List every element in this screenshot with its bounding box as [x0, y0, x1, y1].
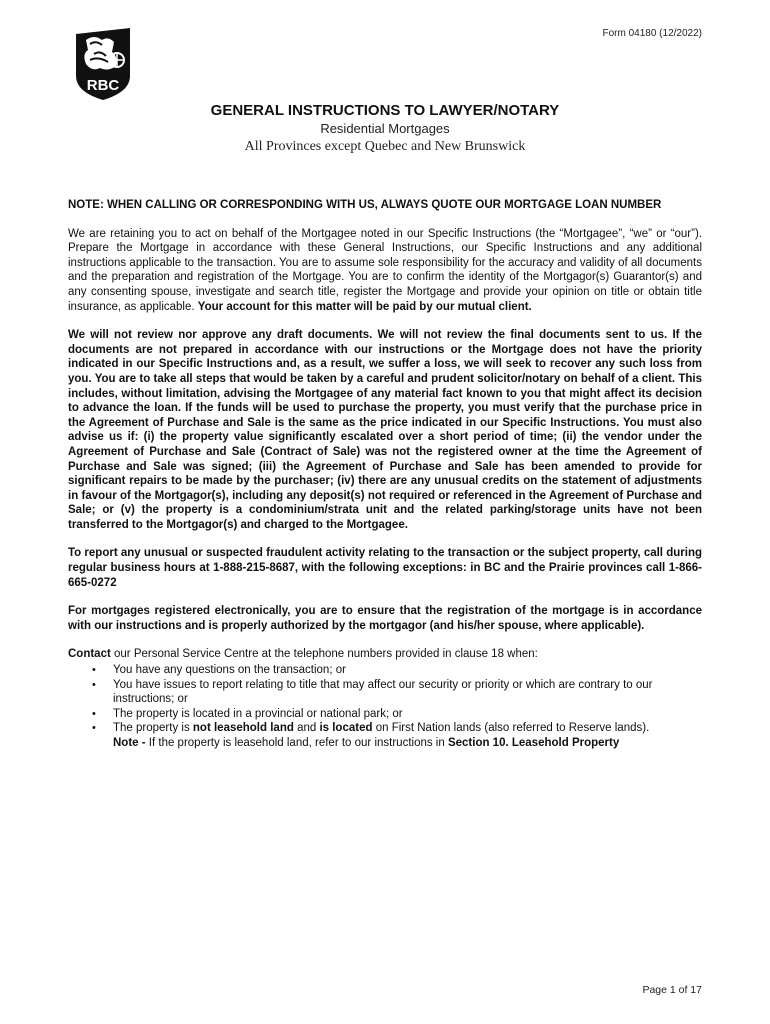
note-paragraph: NOTE: WHEN CALLING OR CORRESPONDING WITH US, ALWAYS QUOTE OUR MORTGAGE LOAN NUMBER — [68, 199, 662, 211]
leasehold-section-reference: Section 10. Leasehold Property — [447, 737, 620, 749]
retainer-text: We are retaining you to act on behalf of the Mortgagee noted in our Specific Instructions (the “Mortgagee”, “we” or “our”). Prepare the Mortgage in accordance with these General Instructions, our Specific Instructions and any additional instructions applicable to the transaction. You are to assume sole responsibility for the accuracy and validity of all documents and the preparation and registration of the Mortgage. You are to confirm the identity of the Mortgagor(s) Guarantor(s) and any consenting spouse, investigate and search title, register the Mortgage and provide your opinion on title or obtain title insurance, as applicable. — [68, 227, 702, 313]
list-item: • You have issues to report relating to title that may affect our security or priority or which are contrary to our instructions; or — [113, 678, 702, 707]
contact-bullet-list — [68, 663, 702, 751]
form-number: Form 04180 (12/2022) — [602, 28, 702, 39]
bullet4-text-b: not leasehold land — [192, 722, 294, 735]
bullet4-text-d: is located — [319, 722, 373, 735]
account-text: Your account for this matter will be paid by our mutual client. — [197, 300, 532, 313]
page-number: Page 1 of 17 — [642, 984, 702, 996]
contact-paragraph — [68, 647, 702, 662]
bullet4-text-c: and — [293, 722, 320, 735]
contact-text: our Personal Service Centre at the telephone numbers provided in clause 18 when: — [110, 648, 538, 661]
document-title: GENERAL INSTRUCTIONS TO LAWYER/NOTARY — [210, 102, 560, 119]
rbc-logo — [72, 26, 134, 102]
rbc-lion-globe-logo-icon — [72, 26, 134, 102]
review-paragraph: We will not review nor approve any draft documents. We will not review the final documents sent to us. If the documents are not prepared in accordance with our instructions or the Mortgage does not have the priority indicated in our Specific Instructions and, as a result, we suffer a loss, we will seek to recover any such loss from you. You are to take all steps that would be taken by a careful and prudent solicitor/notary on behalf of a client. This includes, without limitation, advising the Mortgagee of any material fact known to you that might affect its decision to advance the loan. If the funds will be used to purchase the property, you must verify that the purchase price in the Agreement of Purchase and Sale is the same as the price indicated in our Specific Instructions. You must also advise us if: (i) the property value significantly escalated over a short period of time; (ii) the vendor under the Agreement of Purchase and Sale (Contract of Sale) was not the registered owner at the time the Agreement of Purchase and Sale was signed; (iii) the Agreement of Purchase and Sale has been amended to provide for significant repairs to be made by the purchaser; (iv) there are any unusual credits on the statement of adjustments in favour of the Mortgagor(s), including any deposit(s) not required or referenced in the Agreement of Purchase and Sale; or (v) the property is a condominium/strata unit and the related parking/storage units have not been transferred to the Mortgagor(s) and charged to the Mortgagee. — [68, 329, 702, 531]
document-subtitle: Residential Mortgages — [320, 121, 450, 136]
retainer-paragraph — [68, 227, 702, 315]
electronic-registration-paragraph: For mortgages registered electronically, you are to ensure that the registration of the mortgage is in accordance with our instructions and is properly authorized by the mortgagor (and his/her spouse, where applicable). — [68, 605, 702, 632]
fraud-reporting-paragraph: To report any unusual or suspected fraudulent activity relating to the transaction or the subject property, call during regular business hours at 1-888-215-8687, with the following exceptions: in BC and the Prairie provinces call 1-866-665-0272 — [68, 547, 702, 589]
logo-text: RBC — [86, 77, 120, 94]
leasehold-note-label: Note - — [113, 737, 146, 749]
document-body — [68, 198, 702, 751]
list-item — [113, 721, 702, 750]
bullet4-text-e: on First Nation lands (also referred to Reserve lands). — [372, 722, 650, 735]
list-item: • You have any questions on the transaction; or — [113, 663, 702, 678]
contact-label: Contact — [68, 648, 111, 661]
document-scope: All Provinces except Quebec and New Brunswick — [244, 139, 526, 154]
leasehold-note-text: If the property is leasehold land, refer to our instructions in — [145, 737, 448, 749]
list-item: • The property is located in a provincial or national park; or — [113, 707, 702, 722]
bullet4-text-a: The property is — [113, 722, 193, 735]
